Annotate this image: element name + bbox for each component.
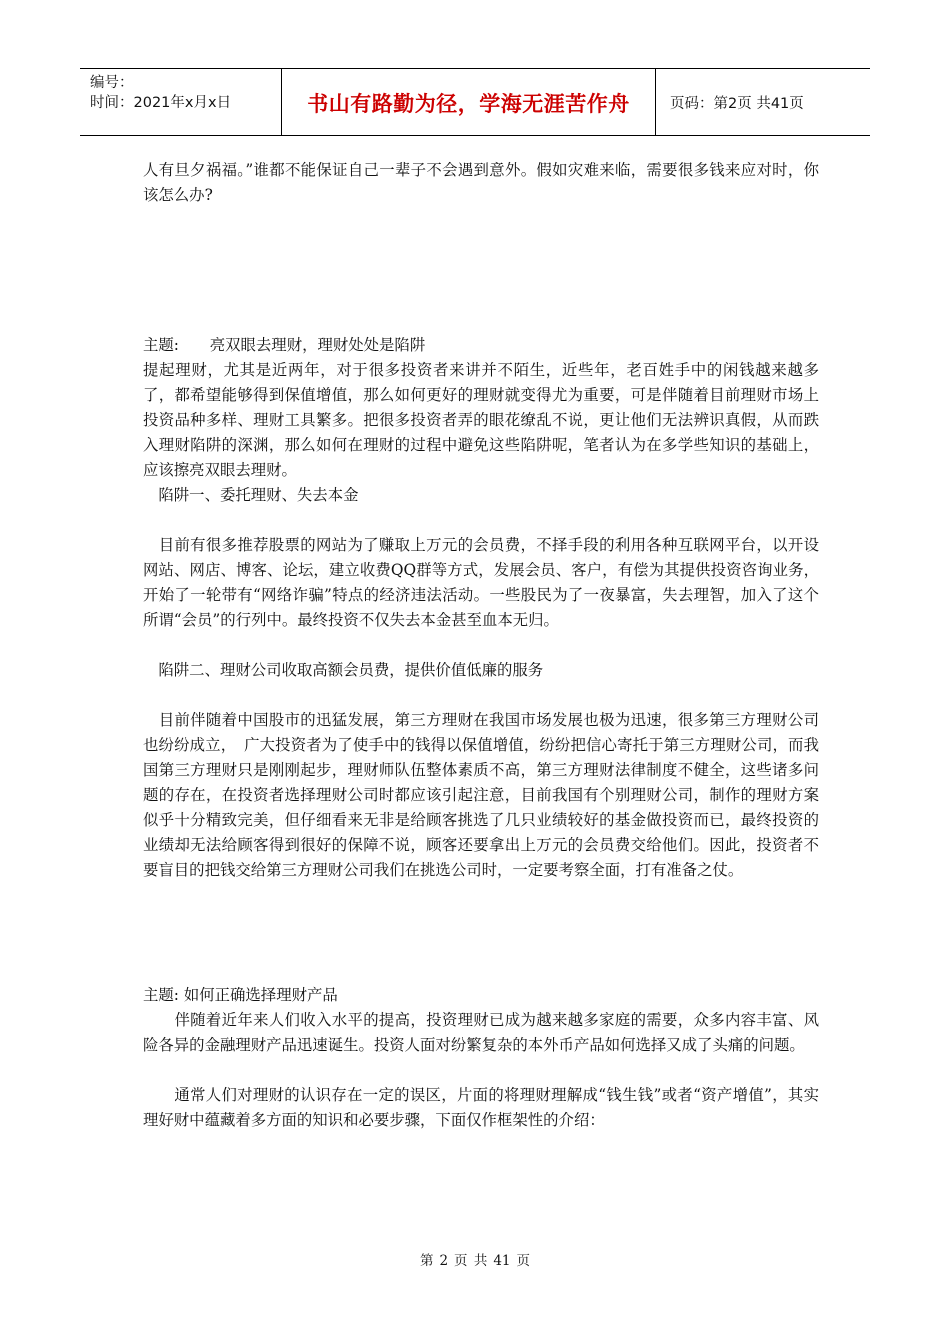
footer-total-pages: 41	[493, 1253, 511, 1269]
subheading-trap-1: 陷阱一、委托理财、失去本金	[143, 486, 359, 504]
paragraph: 通常人们对理财的认识存在一定的误区，片面的将理财理解成“钱生钱”或者“资产增值”，其实理好财中蕴藏着多方面的知识和必要步骤，下面仅作框架性的介绍：	[143, 1086, 819, 1129]
header-page-info: 页码：第2页 共41页	[670, 95, 804, 112]
document-time-label: 时间：2021年x月x日	[90, 95, 232, 111]
paragraph-intro: 人有旦夕祸福。”谁都不能保证自己一辈子不会遇到意外。假如灾难来临，需要很多钱来应对时，你该怎么办?	[143, 161, 819, 204]
footer-suffix: 页	[516, 1253, 531, 1269]
paragraph: 提起理财，尤其是近两年，对于很多投资者来讲并不陌生，近些年，老百姓手中的闲钱越来越多了，都希望能够得到保值增值，那么如何更好的理财就变得尤为重要，可是伴随着目前理财市场上投资品种多样、理财工具繁多。把很多投资者弄的眼花缭乱不说，更让他们无法辨识真假，从而跌入理财陷阱的深渊，那么如何在理财的过程中避免这些陷阱呢，笔者认为在多学些知识的基础上，应该擦亮双眼去理财。	[143, 361, 819, 479]
footer-page-number: 2	[439, 1253, 449, 1269]
paragraph: 目前有很多推荐股票的网站为了赚取上万元的会员费，不择手段的利用各种互联网平台，以开设网站、网店、博客、论坛，建立收费QQ群等方式，发展会员、客户，有偿为其提供投资咨询业务，开始了一轮带有“网络诈骗”特点的经济违法活动。一些股民为了一夜暴富，失去理智，加入了这个所谓“会员”的行列中。最终投资不仅失去本金甚至血本无归。	[143, 536, 819, 629]
section-title-1: 主题: 亮双眼去理财，理财处处是陷阱	[143, 336, 426, 354]
paragraph: 伴随着近年来人们收入水平的提高，投资理财已成为越来越多家庭的需要，众多内容丰富、风险各异的金融理财产品迅速诞生。投资人面对纷繁复杂的本外币产品如何选择又成了头痛的问题。	[143, 1011, 819, 1054]
footer-mid: 页 共	[454, 1253, 488, 1269]
document-number-label: 编号：	[90, 75, 134, 91]
page-footer	[0, 1249, 950, 1269]
page-header	[80, 68, 870, 136]
footer-prefix: 第	[419, 1253, 434, 1269]
section-title-2: 主题: 如何正确选择理财产品	[143, 986, 338, 1004]
header-motto: 书山有路勤为径，学海无涯苦作舟	[282, 69, 656, 135]
document-body	[143, 158, 819, 1133]
paragraph: 目前伴随着中国股市的迅猛发展，第三方理财在我国市场发展也极为迅速，很多第三方理财公司也纷纷成立， 广大投资者为了使手中的钱得以保值增值，纷纷把信心寄托于第三方理财公司，而我国第三方理财只是刚刚起步，理财师队伍整体素质不高，第三方理财法律制度不健全，这些诸多问题的存在，在投资者选择理财公司时都应该引起注意，目前我国有个别理财公司，制作的理财方案似乎十分精致完美，但仔细看来无非是给顾客挑选了几只业绩较好的基金做投资而已，最终投资的业绩却无法给顾客得到很好的保障不说，顾客还要拿出上万元的会员费交给他们。因此，投资者不要盲目的把钱交给第三方理财公司我们在挑选公司时，一定要考察全面，打有准备之仗。	[143, 711, 819, 879]
subheading-trap-2: 陷阱二、理财公司收取高额会员费，提供价值低廉的服务	[143, 661, 544, 679]
header-meta	[80, 69, 282, 135]
